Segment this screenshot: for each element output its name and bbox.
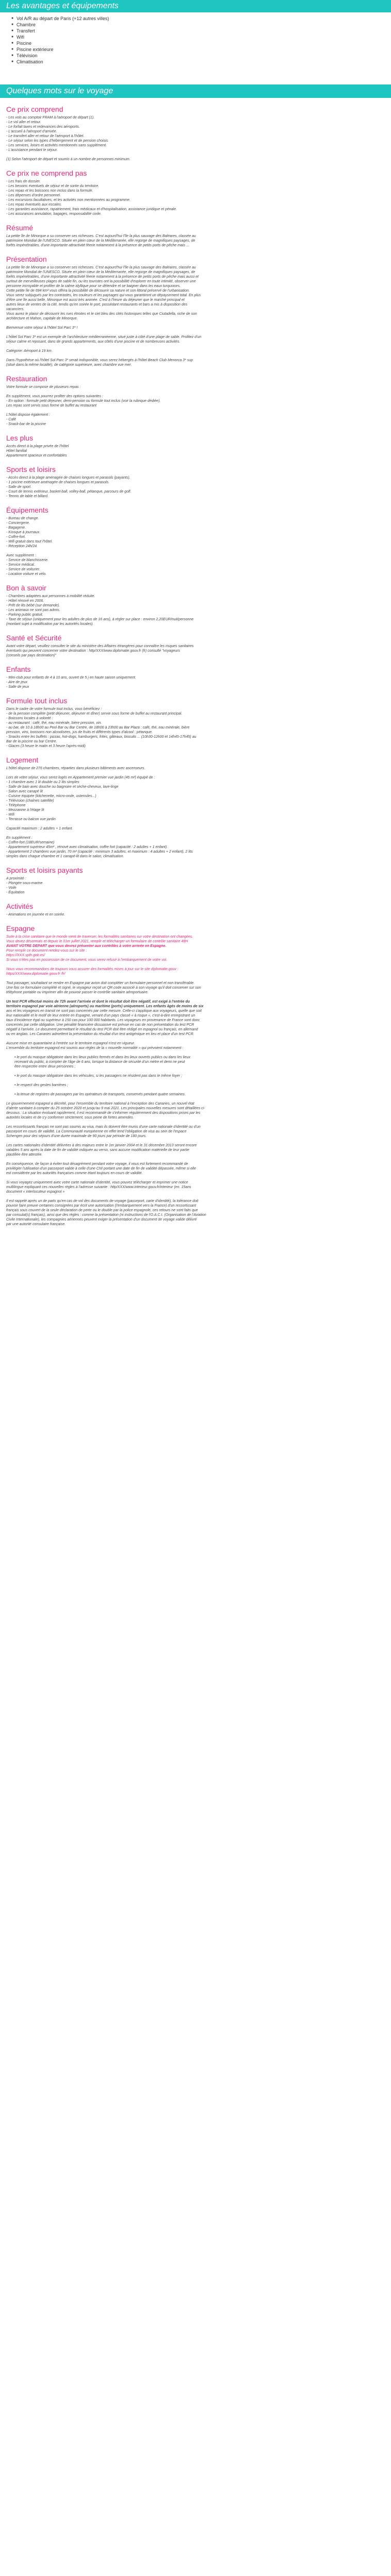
section-text-line: forêts impénétrables, d'une importante attractivité féerie notamment à la présence de petits ports de pêche mais ... (6, 244, 189, 247)
section-text-line: - Wifi (6, 813, 14, 817)
spacer (6, 1037, 385, 1041)
section-text-line: - Appartement supérieur 45m² , rénové avec climatisation, coffre fort (capacité : 2 adultes + 1 enfant). (6, 845, 168, 849)
section-text-line: https/XXX/www.diplomatie.gouv.fr /fr/ (6, 972, 66, 976)
section-title: Activités (6, 902, 34, 910)
section-text-line: - Les garanties assistance, rapatriement, frais médicaux et d'hospitalisation, assistance juridique et pénale. (6, 208, 177, 211)
equipment-item: ● Piscine (17, 40, 391, 46)
section-title: Équipements (6, 506, 48, 514)
section-text-line: Si vous n'êtes pas en possession de ce document, vous serez refusé à l'embarquement de votre vol. (6, 958, 168, 962)
section-text-line: autres lieux de ventes de la cité, tendis qu'en soirée le port, possédant restaurants et bars a mis à disposition des (6, 303, 188, 307)
section-text-line: - Voile (6, 886, 17, 890)
section-text-line: concernés par cette obligation. Une pénalité financière dissuasive est prévue en cas de non présentation du test PCR (6, 1023, 194, 1027)
section-text-line: - Mezzanine à l'étage lit (6, 808, 44, 812)
section-text-line: Les repas sont servis sous forme de buffet au restaurant (6, 404, 97, 408)
section-text-line: - Salle de sport. (6, 485, 32, 489)
section-text-line: - Les assurances annulation, bagages, responsabilité civile. (6, 212, 102, 216)
section-title: Espagne (6, 924, 35, 933)
section-text-line: - Wifi gratuit dans tout l'hôtel. (6, 540, 53, 544)
spacer (6, 1050, 385, 1055)
spacer (6, 1157, 385, 1162)
section-text-line: ou en anglais. Les Canaries admettent la présentation du résultat d'un test antigénique en lieu et place d'un test PCR. (6, 1032, 194, 1036)
section-text-line: - Taxe de séjour (uniquement pour les adultes de plus de 16 ans), à régler sur place : environ 2,20EUR/nuit/personne (6, 618, 194, 621)
spacer (6, 1097, 385, 1101)
section-text-line: - Les repas éventuels aux escales. (6, 203, 62, 207)
section-text-line: - Mini-club pour enfants de 4 à 10 ans, ouvert de 5 j en haute saison uniquement. (6, 676, 136, 680)
section-text-line: A proximité : (6, 877, 26, 880)
equipment-item: ● Piscine extérieure (17, 46, 391, 53)
section-text-line: ans et les voyageurs en transit ne sont pas concernés par cette mesure. Celle-ci s'applique aux voyageurs, quelle que soit (6, 1009, 202, 1013)
section-text-line: (1) Selon l'aéroport de départ et soumis à un nombre de personnes minimum. (6, 158, 131, 161)
section-text-line: - L'assistance pendant le séjour. (6, 148, 58, 152)
section-text-line: - Les vols au comptoir FRAM à l'aéroport de départ (1). (6, 116, 94, 120)
section-text-line: - Télévision (chaînes satellite) (6, 799, 54, 803)
equipment-item: ● Climatisation (17, 59, 391, 65)
section-text-line: pouvoir faire preuve certaines consignées par écrit une autorisation (l'embarquement vers la France) d'un ressortissant (6, 1204, 197, 1208)
section-text-line: - Snack-bar de la piscine (6, 422, 46, 426)
section-text-line: Cette petite île de 694 km² vous offrira la possibilité de découvrir sa nature et son littoral préservé de l'urbanisation. (6, 289, 190, 293)
section-text-line: par une autorité consulaire française. (6, 1223, 66, 1226)
section-text-line: - Les frais de dossier. (6, 180, 41, 183)
section-text-line: - Bagagerie. (6, 526, 26, 530)
section-text-line: - Le forfait taxes et redevances des aéroports. (6, 125, 80, 129)
section-text-line: Votre formule se compose de plusieurs repas : (6, 385, 81, 389)
section-text-line: En conséquence, de façon à éviter tout désagrément pendant votre voyage, il vous est fortement recommandé de (6, 1162, 188, 1166)
spacer (6, 389, 385, 394)
section-text-line: - Coffre-fort. (6, 535, 26, 539)
section-text-line: vacanciers. (6, 308, 25, 311)
spacer (6, 1078, 385, 1083)
section-text-line: Un test PCR effectué moins de 72h avant l'arrivée et dont le résultat doit être négatif, est exigé à l'entrée du (6, 1000, 190, 1004)
equipment-item: ● Vol A/R au départ de Paris (+12 autres villes) (17, 15, 391, 22)
section-text-line: Schengen pour des séjours d'une durée maximale de 90 jours par période de 180 jours. (6, 1134, 147, 1138)
spacer (6, 330, 385, 335)
section-text-line: - Salle de bain avec douche ou baignoire et sèche-cheveux, lave-linge (6, 785, 119, 789)
section-text-line: Aucune mise en quarantaine à l'entrée sur le territoire espagnol n'est en vigueur. (6, 1042, 135, 1045)
section-text-line: Avant votre départ, veuillez consulter le site du ministère des Affaires étrangères pour connaître les risques sanitaires (6, 645, 194, 648)
section-text-line: - Les excursions facultatives, et les activités non mentionnées au programme. (6, 198, 131, 202)
equipment-item: ● Transfert (17, 28, 391, 34)
section-text-line: être respectée entre deux personnes ; (14, 1065, 76, 1069)
section-title: Santé et Sécurité (6, 634, 62, 642)
section-text-line: Lors de votre séjour, vous serez logés en Appartement premier vue jardin (45 m²) équipé de : (6, 776, 155, 779)
section-text-line: La petite île de Minorque a su conserver ses richesses. C'est aujourd'hui l'île la plus sauvage des Baléares, classée au (6, 234, 196, 238)
section-text-line: https://XXX.spth.gob.es/ (6, 954, 45, 957)
section-title: Résumé (6, 224, 34, 232)
section-title: Formule tout inclus (6, 697, 68, 705)
section-text-line: Vous devez désormais et depuis le 01er juillet 2021, remplir et télécharger un formulaire de contrôle sanitaire 48H (6, 940, 188, 943)
section-text-line: séjour calme et reposant, dans de grands appartements, aux côtés d'une piscine et de nombreuses activités. (6, 340, 181, 344)
section-text-line: - Location voiture et vélo. (6, 572, 47, 576)
section-text-line: est considérée par les autorités françaises comme étant toujours en cours de validité. (6, 1172, 143, 1175)
section-text-line: - Accès direct à la plage aménagée de chaises longues et parasols (payants). (6, 476, 131, 480)
section-text-line: Les ressortissants français ne sont pas soumis au visa, mais ils doivent être munis d'une carte nationale d'identité ou d'un (6, 1125, 201, 1129)
section-text-line: - Le vol aller et retour. (6, 121, 41, 124)
section-text-line: Les cartes nationales d'identité délivrées à des majeurs entre le 1er janvier 2004 et le 31 décembre 2013 seront encore (6, 1144, 197, 1147)
section-text-line: - Service médical. (6, 563, 35, 567)
section-text-line: (conseils par pays destination)" (6, 654, 57, 657)
section-text-line: - Boissons locales à volonté : (6, 717, 53, 720)
section-text-line: - au restaurant : café, thé, eau minérale, bière pression, vin. (6, 721, 102, 725)
section-title: Bon à savoir (6, 584, 46, 592)
spacer (6, 1120, 385, 1125)
spacer (6, 1139, 385, 1143)
spacer (6, 408, 385, 413)
spacer (6, 1176, 385, 1180)
spacer (6, 1088, 385, 1092)
section-text-line: français sous couvert de la seule déclaration de perte ou le double par la police espagnole, ces retours ne sont faits que (6, 1209, 198, 1212)
section-text-line: - Glaces (3 heure le matin et 3 heure l'après-midi) (6, 744, 86, 748)
spacer (6, 771, 385, 775)
section-text-line: architecture et Mahon, capitale de Minorque. (6, 317, 78, 320)
section-text-line: Bar de la piscine ou bar Centre. (6, 740, 57, 743)
section-text-line: Le gouvernement espagnol a décrété, pour l'ensemble du territoire national à l'exception des Canaries, un nouvel état (6, 1102, 194, 1106)
section-text-line: Suite à la crise sanitaire que le monde vient de traverser, les formalités sanitaires sur votre destination ont changées. (6, 935, 193, 939)
section-text-line: - Salon avec canapé lit (6, 790, 43, 793)
section-text-line: - Kiosque à journaux. (6, 531, 41, 534)
section-text-line: - Terrasse ou balcon vue jardin (6, 818, 56, 821)
section-text-line: d'être une île aussi belle, Minorque est aussi très animée. C'est à l'heure du déjeuner que le marché principal et (6, 298, 185, 302)
section-text-line: document « interlocuteur espagnol » (6, 1190, 65, 1194)
section-text-line: - Service de blanchisserie. (6, 558, 49, 562)
section-text-line: - Bureau de change. (6, 517, 39, 520)
section-text-line: Dans l'hypothèse où l'hôtel Sol Parc 3* serait indisponible, vous serez hébergés à l'hôtel Beach Club Menorca 3* sup (6, 359, 193, 362)
section-text-line: - Les animaux ne sont pas admis. (6, 608, 60, 612)
section-text-line: Accès direct à la plage privée de l'hôtel (6, 445, 69, 448)
section-text-line: En supplément : (6, 836, 32, 840)
section-text-line: - Animations en journée et en soirée. (6, 913, 66, 917)
section-text-line: - Café (6, 418, 17, 421)
section-text-line: patrimoine Mondial de l'UNESCO. Située en plein cœur de la Méditerranée, elle regorge de magnifiques paysages, de (6, 270, 196, 274)
section-text-line: L'hôtel dispose également : (6, 413, 51, 417)
spacer (6, 549, 385, 553)
section-text-line: Civile Internationale), les compagnies aériennes peuvent exiger la présentation d'un document de voyage valide délivré (6, 1218, 197, 1222)
section-text-line: L'hôtel Sol Parc 3* est un exemple de l'architecture méditerranéenne, situé juste à côté d'une plage de sable. Profitez d'un (6, 335, 202, 339)
section-text-line: • le port du masque obligatoire dans les véhicules, si les passagers ne résident pas dans le même foyer ; (14, 1074, 183, 1078)
section-title: Présentation (6, 255, 47, 263)
section-text-line: valables 5 ans après la date de fin de validité indiquée au verso, sans aucune modification matérielle de leur partie (6, 1148, 189, 1152)
equipment-item: ● Wifi (17, 34, 391, 40)
section-text-line: personne incroyable et profiter de la calme idyllique pour se détendre et se baigner dans les eaux turquoises. (6, 284, 181, 288)
section-text-line: - Les repas et les boissons non inclus dans la formule. (6, 189, 93, 193)
section-text-line: - Court de tennis extérieur, basket-ball, volley-ball, pétanque, parcours de golf. (6, 490, 132, 494)
section-text-line: • le port du masque obligatoire dans les lieux publics fermés et dans les lieux ouverts publics ou dans les lieux (14, 1056, 190, 1059)
section-text-line: éventuels qui peuvent concerner votre destination : http/XXX/www.diplomatie.gouv.fr (fr) consulté "voyageurs (6, 649, 180, 653)
spacer (6, 976, 385, 981)
section-text-line: dessous : La situation évoluant rapidement, il est recommandé de s'informer régulièrement des dispositions prises par les (6, 1111, 201, 1115)
section-text-line: forêts impénétrables, d'une importante attractivité féerie notamment à la présence de petits ports de pêche mais aussi et (6, 275, 199, 279)
section-text-line: Appartement spacieux et confortables (6, 454, 67, 457)
spacer (6, 1194, 385, 1199)
section-text-line: • le respect des gestes barrières ; (14, 1083, 68, 1087)
section-text-line: leur nationalité et le motif de leur entrée en Espagne, venant d'un pays classé « à risque », c'est-à-dire enregistrant un (6, 1014, 196, 1018)
section-text-line: - 1 chambre avec 1 lit double ou 2 lits simples (6, 781, 79, 784)
section-text-line: surtout de merveilleuses plages de sable fin, ou les touristes ont la possibilité d'explorer en toute intimité, observer une (6, 280, 196, 283)
section-text-line: Bienvenue votre séjour à l'hôtel Sol Parc 3* ! (6, 326, 78, 330)
section-text-line: En supplément, vous pourrez profiter des options suivantes : (6, 395, 103, 398)
section-text-line: - Équitation (6, 891, 25, 894)
trip-header-band: Quelques mots sur le voyage (0, 84, 391, 98)
section-text-line: taux d'incidence égal ou supérieur à 150 cas pour 100 000 habitants. Les voyageurs en provenance de France sont donc (6, 1019, 200, 1022)
section-text-line: Nous vous recommandons de toujours vous assurer des formalités mises à jour sur le site diplomatie.gouv : (6, 968, 178, 971)
section-text-line: L'ensemble du territoire espagnol est soumis aux règles de la « nouvelle normalité » qui prévoient notamment : (6, 1046, 184, 1050)
section-title: Sports et loisirs payants (6, 866, 83, 874)
section-text-line: téléphone portable ou imprimer afin de pouvoir passer le contrôle sanitaire aéroportuaire. (6, 991, 149, 994)
section-text-line: Pour remplir ce document rendez-vous sur le site : (6, 949, 87, 953)
section-title: Ce prix comprend (6, 105, 63, 113)
section-text-line: - au bar, de 10 à 18h00 au Pool Bar ou Bar Centre, de 18h00 à 23h00 au Bar Plaza : café, thé, eau minérale, bière (6, 726, 190, 730)
spacer (6, 152, 385, 157)
spacer (6, 321, 385, 326)
section-text-line: négatif à l'arrivée. Le document permettant le résultat du test PCR doit être rédigé en espagnol ou français, en allemand (6, 1028, 198, 1031)
section-title: Les plus (6, 434, 34, 442)
trip-content (0, 105, 391, 1227)
section-text-line: Si vous voyagez uniquement avec votre carte nationale d'identité, vous pouvez télécharger et imprimer une notice (6, 1181, 188, 1184)
section-text-line: Dans le cadre de votre formule tout inclus, vous bénéficiez : (6, 707, 102, 711)
section-text-line: - Salle de jeux (6, 685, 29, 689)
section-text-line: - Les besoins éventuels de séjour et de sortie du territoire. (6, 184, 100, 188)
section-text-line: simples dans chaque chambre et 1 canapé-lit dans le salon, climatisation. (6, 855, 124, 858)
section-text-line: (montant sujet à modification par les autorités locales). (6, 622, 94, 626)
section-text-line: autorités locales et de s'y conformer strictement, sous peine de fortes amendes. (6, 1116, 134, 1120)
section-title: Ce prix ne comprend pas (6, 169, 87, 177)
section-text-line: - Hôtel rénové en 2006. (6, 599, 44, 603)
section-text-line: Vous aurez le plaisir de découvrir les rues étroites et le ciel bleu des cités historiques telles que Ciutadella, riche de son (6, 312, 197, 316)
section-text-line: - Les dépenses d'ordre personnel. (6, 194, 61, 197)
section-text-line: - Chambres adaptées aux personnes à mobilité réduite. (6, 595, 95, 598)
section-text-line: - de la pension complète (petit déjeuner, déjeuner et dîner) servie sous forme de buffet au restaurant principal. (6, 712, 183, 716)
section-text-line: - Les services, loisirs et activités mentionnés sans supplément. (6, 144, 107, 147)
section-text-line: L'hôtel dispose de 276 chambres, réparties dans plusieurs bâtiments avec ascenseurs. (6, 767, 145, 770)
section-text-line: - Snacks entre les buffets : pizzas, hot-dogs, hamburgers, frites, gâteaux, biscuits ... (10h30-12h00 et 14h45-17h45) au (6, 735, 197, 739)
section-text-line: plastifiée être attestée. (6, 1153, 43, 1157)
section-text-line: d'alerte sanitaire à compter du 25 octobre 2020 et jusqu'au 9 mai 2021. Les principales nouvelles mesures sont détaillées ci- (6, 1107, 205, 1110)
spacer (6, 344, 385, 349)
section-text-line: - Téléphone (6, 804, 26, 807)
section-text-line: - Prêt de lits bébé (sur demande). (6, 604, 60, 607)
section-text-line: - L'accueil à l'aéroport d'arrivée. (6, 130, 57, 133)
section-text-line: par consulat(s) français), ainsi que des règles : comme la présentation (ni instructions de l'O.A.C.I. (Organisation de l'Aviation (6, 1213, 206, 1217)
section-text-line: - Plongée sous-marine (6, 882, 43, 885)
section-text-line: AVANT VOTRE DEPART que vous devrez présenter aux contrôles à votre arrivée en Espagne. (6, 944, 167, 948)
section-text-line: pression, vins, boissons non alcoolisées, jus de fruits et différents types d'alcool : pétanque. (6, 731, 153, 734)
section-text-line: - Conciergerie. (6, 521, 30, 525)
section-text-line: territoire espagnol par voie aérienne (aéroports) ou maritime (ports) uniquement. Les enfants âgés de moins de six (6, 1005, 204, 1008)
section-text-line: Une fois ce formulaire complété et signé, le voyageur reçoit un QR code associé à son voyage qu'il doit conserver sur son (6, 986, 201, 990)
section-text-line: - Le transfert aller et retour de l'aéroport à l'hôtel. (6, 134, 85, 138)
section-text-line: multilingue expliquant ces nouvelles règles à l'adresse suivante : http/XXX/www.interieur.gouv.fr/interieur (en. 15ans (6, 1185, 191, 1189)
spacer (6, 822, 385, 826)
spacer (6, 353, 385, 358)
section-text-line: - Coffre-fort (18EUR/semaine) (6, 841, 55, 844)
section-text-line: - Aire de jeux (6, 681, 27, 684)
section-text-line: privilégier l'utilisation d'un passeport valide à celle d'une CNI portant une date de fin de validité dépassée, même si elle (6, 1167, 196, 1171)
section-text-line: Avec supplément : (6, 554, 36, 557)
section-text-line: recevant du public, à compter de l'âge de 6 ans, lorsque la distance de sécurité d'un mètre et demi ne peut (14, 1060, 185, 1064)
section-title: Sports et loisirs (6, 465, 56, 473)
spacer (6, 995, 385, 999)
section-text-line: La petite île de Minorque a su conserver ses richesses. C'est aujourd'hui l'île la plus sauvage des Baléares, classée au (6, 266, 196, 269)
section-text-line: - En option : formule petit déjeuner, demi-pension ou formule tout inclus (voir la rubrique dédiée). (6, 399, 161, 403)
section-text-line: Tout passager, souhaitant se rendre en Espagne par avion doit compléter un formulaire personnel et non transférable. (6, 981, 195, 985)
section-text-line: - Tennis de table et billard. (6, 495, 48, 498)
section-text-line: Capacité maximum : 2 adultes + 1 enfant. (6, 827, 73, 831)
spacer (6, 1069, 385, 1074)
section-text-line: - Réception 24h/24. (6, 545, 38, 548)
section-text-line: - Cuisine équipée (kitchenette, micro-onde, ustensiles...) (6, 794, 96, 798)
section-title: Restauration (6, 375, 47, 383)
equipment-item: ● Télévision (17, 53, 391, 59)
section-text-line: • la tenue de registres de passagers par les opérateurs de transports, conservés pendant quatre semaines. (14, 1093, 186, 1096)
equipment-header-band: Les avantages et équipements (0, 0, 391, 12)
section-text-line: - Service de voiturier. (6, 568, 40, 571)
section-text-line: - 1 piscine extérieure aménagée de chaises longues et parasols. (6, 481, 110, 484)
section-text-line: passeport en cours de validité. La Communauté européenne en effet tend l'obligation de visa au sein de l'espace (6, 1130, 187, 1133)
section-text-line: Il est rappelé après un de parts qu'en cas de vol des documents de voyage (passeport, carte d'identité), la tolérance doit (6, 1199, 199, 1203)
section-text-line: - Appartement 2 chambres vue jardin, 70 m² (capacité : minimum 3 adultes, et maximum : 4 adultes + 2 enfant), 2 lits (6, 850, 193, 854)
section-text-line: - Parking public gratuit. (6, 613, 43, 617)
section-title: Logement (6, 756, 39, 764)
section-text-line: Hôtel familial (6, 449, 27, 453)
section-text-line: Catégorie: Aéroport à 19 km. (6, 349, 53, 353)
spacer (6, 831, 385, 836)
section-text-line: (situé dans la même localité), de catégorie supérieure, avec chambre vue mer. (6, 363, 132, 367)
equipment-list (0, 15, 391, 65)
section-text-line: - Le séjour selon les types d'hébergement et de pension choisis. (6, 139, 109, 143)
section-text-line: patrimoine Mondial de l'UNESCO. Située en plein cœur de la Méditerranée, elle regorge de magnifiques paysages, de (6, 239, 196, 243)
section-title: Enfants (6, 665, 31, 673)
spacer (6, 962, 385, 967)
equipment-item: ● Chambre (17, 22, 391, 28)
section-text-line: Vous serez subjugués par les contrastes, les couleurs et les paysages qui vous garantiront un dépaysement total. En plus (6, 294, 201, 297)
